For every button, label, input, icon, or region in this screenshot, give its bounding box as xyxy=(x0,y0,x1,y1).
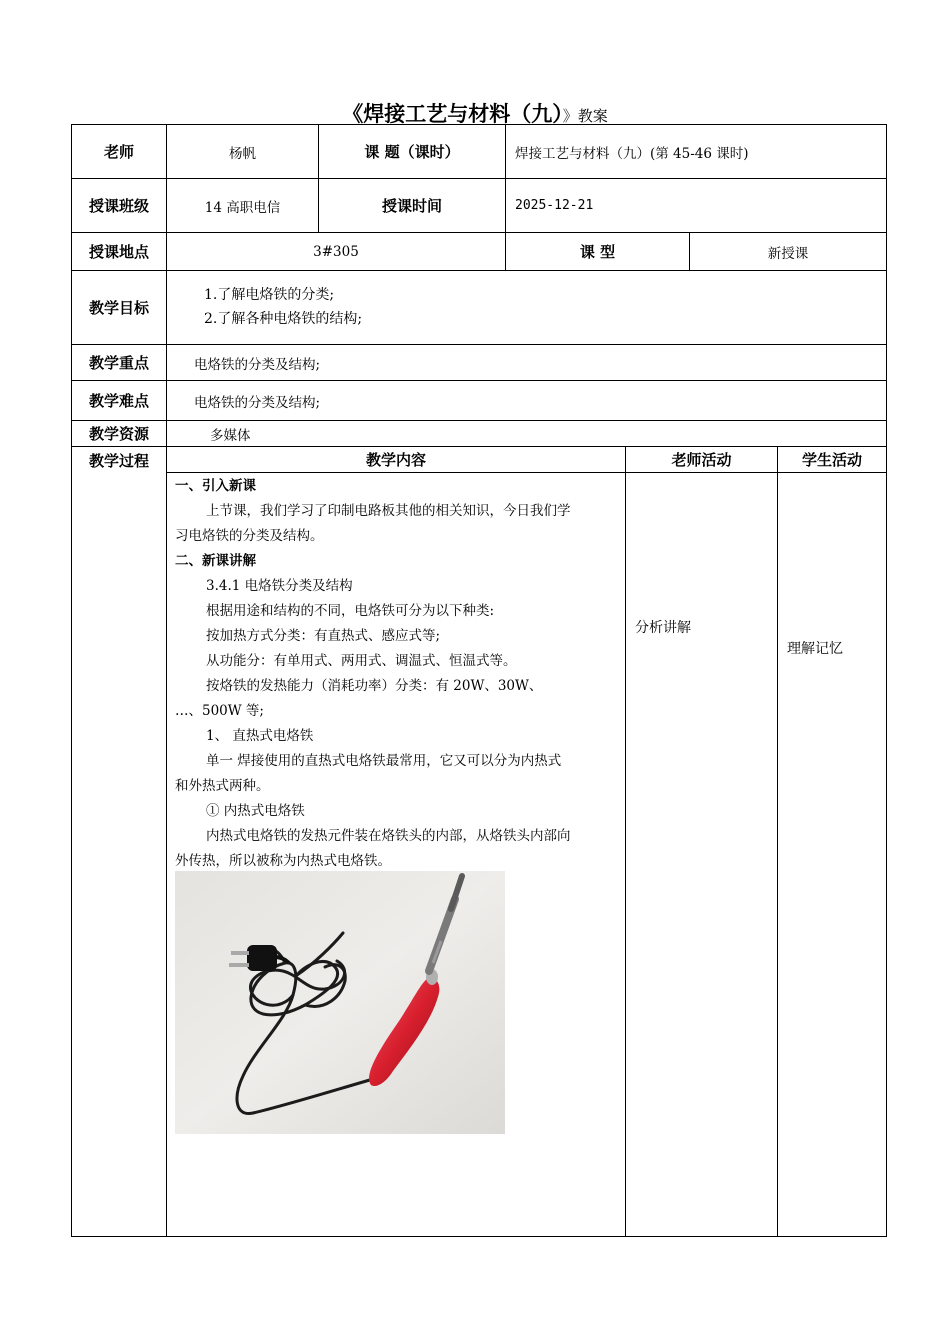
content-line: 外传热，所以被称为内热式电烙铁。 xyxy=(175,853,391,869)
time-label: 授课时间 xyxy=(318,178,506,233)
section-heading-intro: 一、引入新课 xyxy=(175,478,256,494)
teacher-label: 老师 xyxy=(71,124,167,179)
student-activity-cell xyxy=(777,472,887,1237)
key-points-value: 电烙铁的分类及结构; xyxy=(166,344,887,381)
type-label: 课 型 xyxy=(505,232,690,271)
section-heading-new: 二、新课讲解 xyxy=(175,553,256,569)
time-value: 2025-12-21 xyxy=(505,178,887,233)
lesson-content xyxy=(175,474,617,874)
objective-item-1: 1.了解电烙铁的分类; xyxy=(204,287,335,303)
class-label: 授课班级 xyxy=(71,178,167,233)
student-activity: 理解记忆 xyxy=(787,641,843,657)
content-line: 按加热方式分类：有直热式、感应式等; xyxy=(206,628,441,644)
content-line: …、500W 等; xyxy=(175,703,264,719)
objective-item-2: 2.了解各种电烙铁的结构; xyxy=(204,311,363,327)
title-suffix: 》教案 xyxy=(562,107,608,125)
key-points-label: 教学重点 xyxy=(71,344,167,381)
teacher-name: 杨帆 xyxy=(166,124,319,179)
title-main: 《焊接工艺与材料（九） xyxy=(342,101,563,126)
objectives-label: 教学目标 xyxy=(71,270,167,345)
difficulties-label: 教学难点 xyxy=(71,380,167,421)
content-line: 从功能分：有单用式、两用式、调温式、恒温式等。 xyxy=(206,653,517,669)
class-value: 14 高职电信 xyxy=(166,178,319,233)
content-line: 1、 直热式电烙铁 xyxy=(206,728,314,744)
student-activity-header: 学生活动 xyxy=(777,446,887,473)
difficulties-value: 电烙铁的分类及结构; xyxy=(166,380,887,421)
content-line: 3.4.1 电烙铁分类及结构 xyxy=(206,578,353,594)
resources-label: 教学资源 xyxy=(71,420,167,447)
resources-value: 多媒体 xyxy=(166,420,887,447)
soldering-iron-image xyxy=(175,871,505,1134)
content-line: 和外热式两种。 xyxy=(175,778,270,794)
content-header: 教学内容 xyxy=(166,446,626,473)
teacher-activity-cell xyxy=(625,472,778,1237)
content-line: 根据用途和结构的不同，电烙铁可分为以下种类: xyxy=(206,603,495,619)
teacher-activity: 分析讲解 xyxy=(635,620,691,636)
process-label-cell xyxy=(71,446,167,1237)
content-line: 内热式电烙铁的发热元件装在烙铁头的内部，从烙铁头内部向 xyxy=(206,828,571,844)
place-value: 3#305 xyxy=(166,232,506,271)
content-line: ① 内热式电烙铁 xyxy=(206,803,305,819)
process-label: 教学过程 xyxy=(88,452,149,470)
place-label: 授课地点 xyxy=(71,232,167,271)
content-line: 上节课，我们学习了印制电路板其他的相关知识，今日我们学 xyxy=(206,503,571,519)
content-line: 习电烙铁的分类及结构。 xyxy=(175,528,324,544)
teacher-activity-header: 老师活动 xyxy=(625,446,778,473)
content-line: 按烙铁的发热能力（消耗功率）分类：有 20W、30W、 xyxy=(206,678,543,694)
type-value: 新授课 xyxy=(689,232,887,271)
topic-label: 课 题（课时） xyxy=(318,124,506,179)
topic-value: 焊接工艺与材料（九）(第 45-46 课时) xyxy=(505,124,887,179)
content-line: 单一 焊接使用的直热式电烙铁最常用，它又可以分为内热式 xyxy=(206,753,562,769)
